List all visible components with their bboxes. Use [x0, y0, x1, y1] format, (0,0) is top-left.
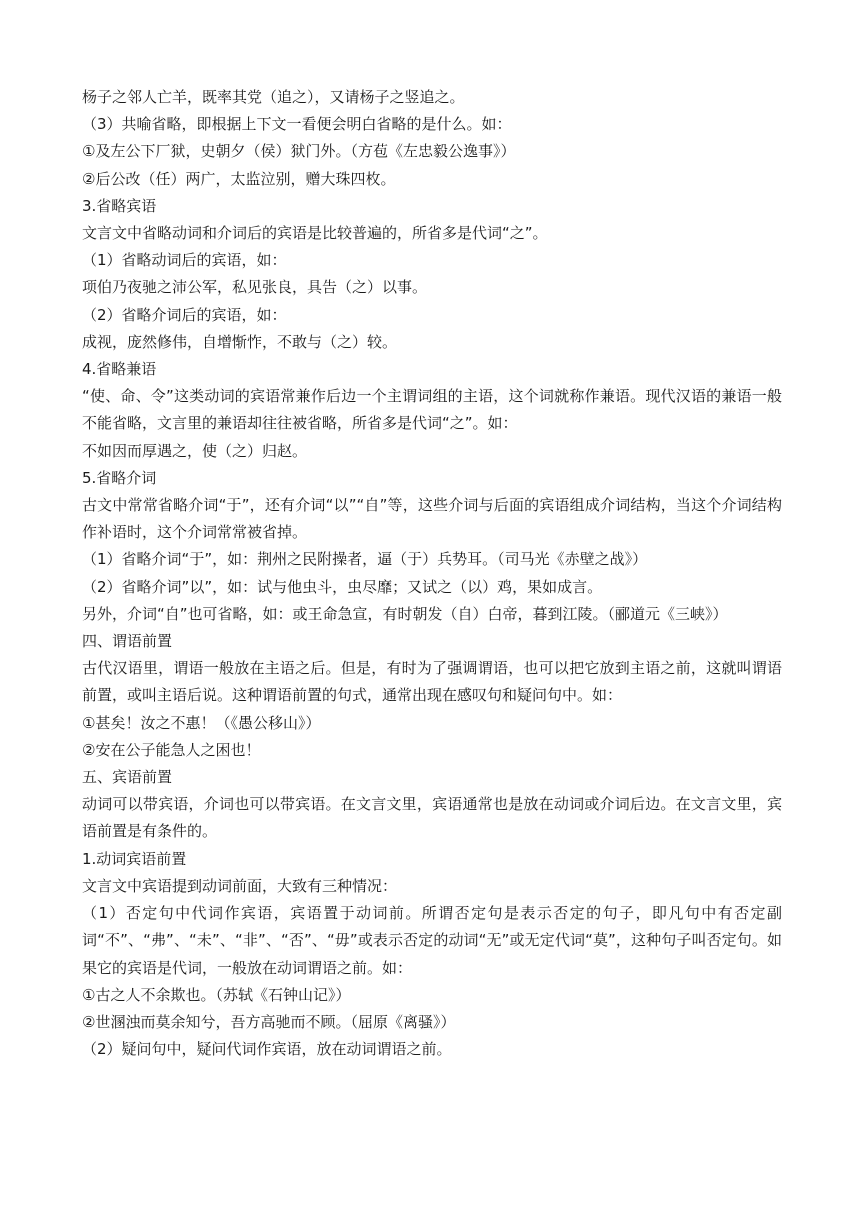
text-line: 项伯乃夜驰之沛公军，私见张良，具告（之）以事。	[82, 278, 428, 297]
text-line: ①古之人不余欺也。（苏轼《石钟山记》）	[82, 985, 351, 1004]
document-body	[82, 84, 782, 1063]
section-heading: 3.省略宾语	[82, 196, 157, 215]
section-heading: 四、谓语前置	[82, 632, 173, 651]
text-line: ②安在公子能急人之困也！	[82, 740, 261, 759]
text-line: ②世溷浊而莫余知兮，吾方高驰而不顾。（屈原《离骚》）	[82, 1012, 456, 1031]
text-line: （2）省略介词”以”，如：试与他虫斗，虫尽靡；又试之（以）鸡，果如成言。	[82, 577, 603, 596]
section-heading: 4.省略兼语	[82, 360, 157, 379]
section-heading: 5.省略介词	[82, 468, 157, 487]
text-line: （2）省略介词后的宾语，如：	[82, 305, 287, 324]
paragraph: （1）否定句中代词作宾语，宾语置于动词前。所谓否定句是表示否定的句子，即凡句中有否定副词“不”、“弗”、“未”、“非”、“否”、“毋”或表示否定的动词“无”或无定代词“莫”，这种句子叫否定句。如果它的宾语是代词，一般放在动词谓语之前。如：	[82, 904, 782, 977]
text-line: ②后公改（任）两广，太监泣别，赠大珠四枚。	[82, 169, 396, 188]
paragraph: 古代汉语里，谓语一般放在主语之后。但是，有时为了强调谓语，也可以把它放到主语之前，这就叫谓语前置，或叫主语后说。这种谓语前置的句式，通常出现在感叹句和疑问句中。如：	[82, 659, 782, 705]
text-line: 杨子之邻人亡羊，既率其党（追之），又请杨子之竖追之。	[82, 88, 465, 106]
paragraph: 另外，介词“自”也可省略，如：或王命急宣，有时朝发（自）白帝，暮到江陵。（郦道元《三峡》）	[82, 604, 728, 623]
text-line: 成视，庞然修伟，自增惭怍，不敢与（之）较。	[82, 332, 398, 351]
text-line: ①及左公下厂狱，史朝夕（侯）狱门外。（方苞《左忠毅公逸事》）	[82, 142, 516, 161]
paragraph: 古文中常常省略介词“于”，还有介词“以”“自”等，这些介词与后面的宾语组成介词结构，当这个介词结构作补语时，这个介词常常被省掉。	[82, 496, 782, 542]
text-line: ①甚矣！汝之不惠！（《愚公移山》）	[82, 713, 321, 732]
text-line: 不如因而厚遇之，使（之）归赵。	[82, 441, 308, 460]
section-heading: 1.动词宾语前置	[82, 849, 187, 868]
text-line: （1）省略介词“于”，如：荆州之民附操者，逼（于）兵势耳。（司马光《赤壁之战》）	[82, 550, 648, 569]
section-heading: 五、宾语前置	[82, 768, 173, 787]
paragraph: “使、命、令”这类动词的宾语常兼作后边一个主谓词组的主语，这个词就称作兼语。现代汉语的兼语一般不能省略，文言里的兼语却往往被省略，所省多是代词“之”。如：	[82, 387, 782, 433]
text-line: （1）省略动词后的宾语，如：	[82, 251, 287, 270]
text-line: （3）共喻省略，即根据上下文一看便会明白省略的是什么。如：	[82, 115, 512, 134]
text-line: 文言文中省略动词和介词后的宾语是比较普遍的，所省多是代词“之”。	[82, 224, 548, 243]
text-line: 文言文中宾语提到动词前面，大致有三种情况：	[82, 876, 398, 895]
paragraph: 动词可以带宾语，介词也可以带宾语。在文言文里，宾语通常也是放在动词或介词后边。在文言文里，宾语前置是有条件的。	[82, 795, 782, 841]
text-line: （2）疑问句中，疑问代词作宾语，放在动词谓语之前。	[82, 1040, 452, 1059]
